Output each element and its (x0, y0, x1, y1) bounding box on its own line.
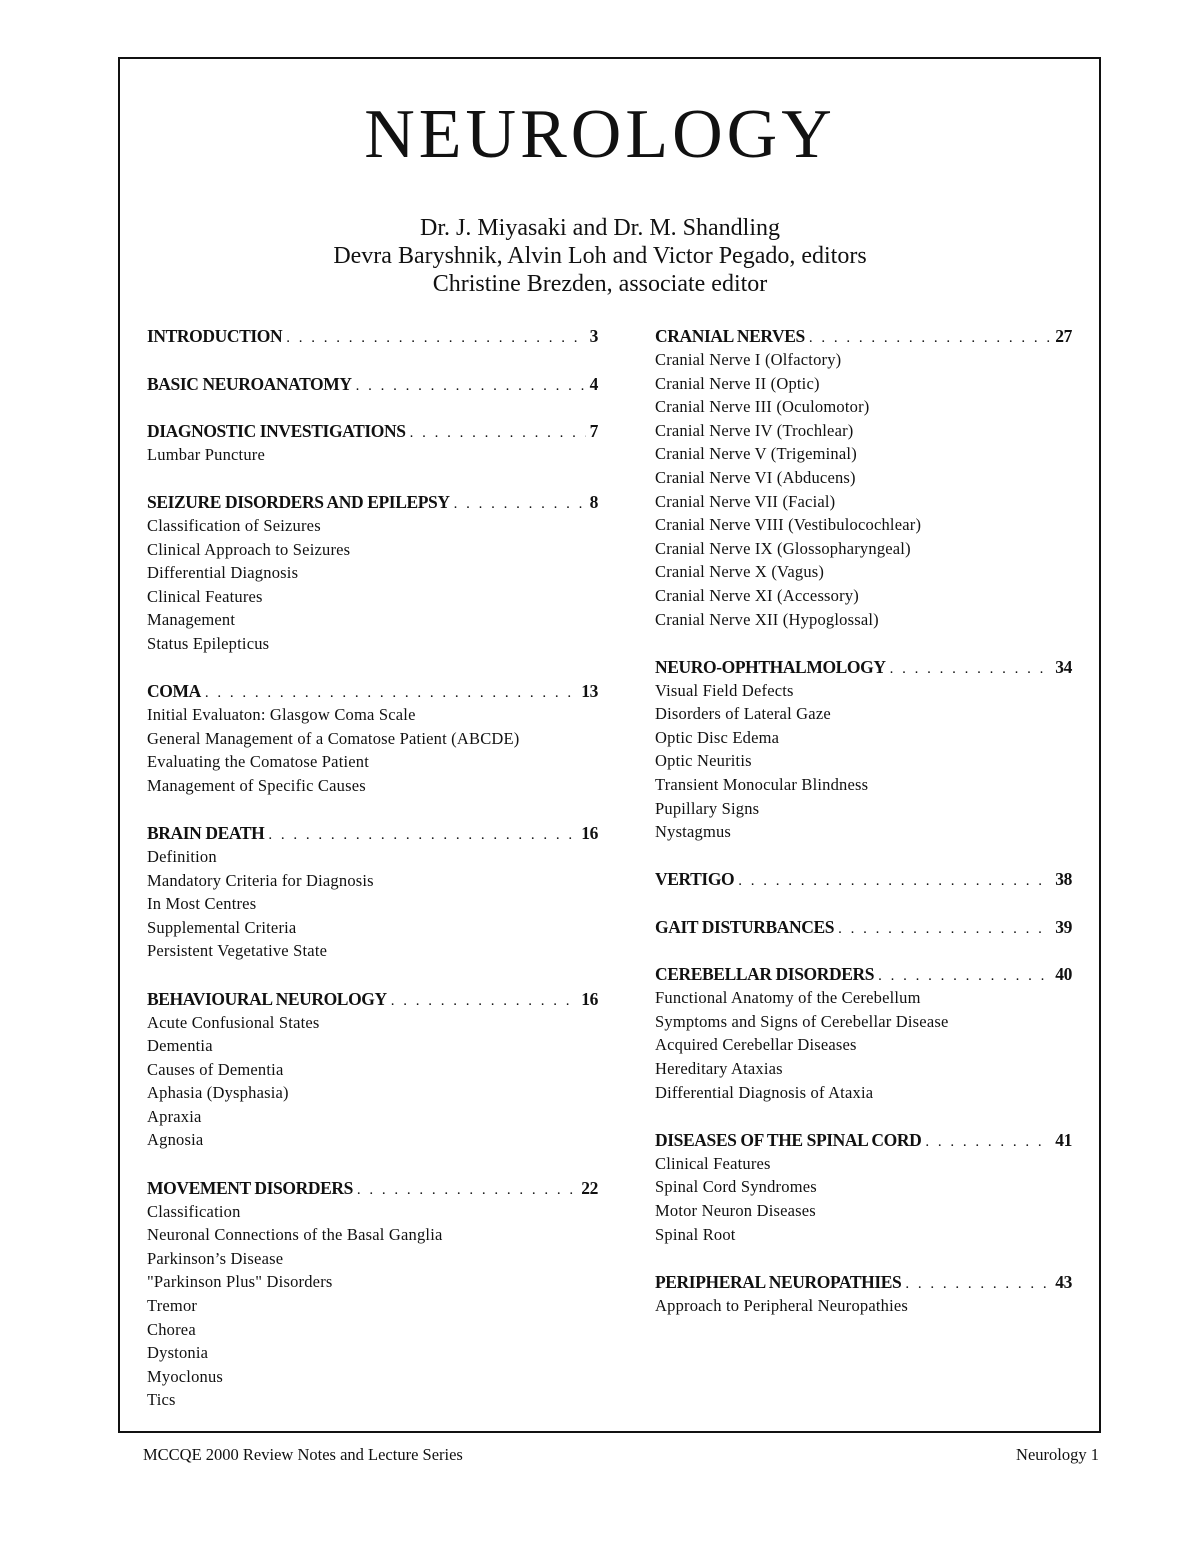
dot-leader (738, 869, 1051, 893)
toc-subitems (147, 703, 598, 797)
section-title: DIAGNOSTIC INVESTIGATIONS (147, 421, 406, 441)
page-title: NEUROLOGY (364, 96, 836, 173)
toc-subitem[interactable]: General Management of a Comatose Patient (ABCDE) (147, 728, 520, 748)
section-page-number: 39 (1055, 916, 1072, 937)
toc-subitem[interactable]: Agnosia (147, 1130, 204, 1150)
toc-subitem[interactable]: Cranial Nerve II (Optic) (655, 373, 820, 393)
section-title: SEIZURE DISORDERS AND EPILEPSY (147, 492, 450, 513)
toc-subitem[interactable]: Dystonia (147, 1343, 209, 1363)
toc-subitem[interactable]: Apraxia (147, 1106, 202, 1126)
dot-leader (286, 326, 585, 350)
dot-leader (356, 374, 586, 398)
toc-subitem[interactable]: "Parkinson Plus" Disorders (147, 1272, 333, 1292)
toc-subitem[interactable]: Cranial Nerve X (Vagus) (655, 562, 825, 582)
toc-subitem[interactable]: Aphasia (Dysphasia) (147, 1083, 289, 1103)
section-page-number: 8 (589, 492, 598, 513)
toc-section (147, 1176, 598, 1412)
dot-leader (838, 917, 1051, 941)
toc-subitem[interactable]: Approach to Peripheral Neuropathies (655, 1295, 909, 1315)
toc-subitem[interactable]: Cranial Nerve XII (Hypoglossal) (655, 609, 879, 629)
toc-subitem[interactable]: Causes of Dementia (147, 1059, 284, 1079)
toc-section (147, 419, 598, 467)
toc-subitem[interactable]: Transient Monocular Blindness (655, 775, 869, 794)
section-title: NEURO-OPHTHALMOLOGY (655, 656, 886, 677)
dot-leader (268, 823, 577, 847)
toc-subitem[interactable]: Optic Neuritis (655, 751, 752, 771)
toc-subitem[interactable]: Acute Confusional States (147, 1012, 320, 1032)
toc-section (655, 1270, 1072, 1318)
toc-subitem[interactable]: Functional Anatomy of the Cerebellum (655, 988, 921, 1008)
toc-subitem[interactable]: Cranial Nerve III (Oculomotor) (655, 397, 870, 417)
section-page-number: 16 (581, 988, 598, 1009)
toc-subitem[interactable]: Disorders of Lateral Gaze (655, 704, 831, 724)
toc-subitem[interactable]: Acquired Cerebellar Diseases (655, 1035, 857, 1055)
dot-leader (205, 681, 577, 705)
toc-left-column (147, 324, 598, 1435)
toc-subitem[interactable]: Symptoms and Signs of Cerebellar Disease (655, 1011, 949, 1031)
toc-section-heading[interactable] (147, 372, 598, 396)
author-line: Dr. J. Miyasaki and Dr. M. Shandling (420, 215, 780, 241)
toc-subitem[interactable]: Neuronal Connections of the Basal Ganglia (147, 1225, 443, 1245)
dot-leader (391, 989, 578, 1013)
section-page-number: 7 (589, 421, 598, 441)
section-title: CRANIAL NERVES (655, 326, 805, 346)
toc-subitems (147, 514, 598, 656)
section-title: PERIPHERAL NEUROPATHIES (655, 1271, 902, 1292)
toc-subitem[interactable]: Differential Diagnosis (147, 563, 299, 583)
toc-subitem[interactable]: Cranial Nerve IX (Glossopharyngeal) (655, 538, 911, 558)
toc-subitem[interactable]: Supplemental Criteria (147, 917, 297, 937)
toc-subitems (655, 1294, 1072, 1318)
authors-block (0, 214, 1200, 298)
section-title: VERTIGO (655, 869, 735, 890)
toc-subitem[interactable]: Clinical Approach to Seizures (147, 539, 351, 559)
toc-subitem[interactable]: Motor Neuron Diseases (655, 1200, 816, 1220)
footer-series: MCCQE 2000 Review Notes and Lecture Series (143, 1445, 463, 1464)
section-page-number: 34 (1055, 656, 1072, 677)
section-page-number: 3 (589, 326, 598, 346)
associate-editor-line: Christine Brezden, associate editor (432, 271, 768, 297)
section-page-number: 27 (1055, 326, 1072, 346)
toc-subitems (147, 1200, 598, 1412)
toc-subitem[interactable]: Parkinson’s Disease (147, 1248, 284, 1268)
toc-subitem[interactable]: Cranial Nerve VII (Facial) (655, 491, 836, 511)
toc-section-heading[interactable] (655, 1270, 1072, 1294)
toc-subitem[interactable]: Persistent Vegetative State (147, 941, 328, 961)
section-title: MOVEMENT DISORDERS (147, 1177, 353, 1198)
dot-leader (878, 964, 1051, 988)
toc-subitem[interactable]: Clinical Features (655, 1153, 771, 1173)
toc-subitem[interactable]: Mandatory Criteria for Diagnosis (147, 870, 374, 890)
toc-subitems (147, 443, 598, 467)
toc-section-heading[interactable] (147, 324, 598, 348)
dot-leader (410, 421, 586, 445)
toc-section-heading[interactable] (655, 1128, 1072, 1152)
toc-subitem[interactable]: Nystagmus (655, 822, 732, 842)
toc-subitems (655, 1152, 1072, 1246)
toc-subitem[interactable]: Tremor (147, 1295, 198, 1315)
toc-section-heading[interactable] (147, 679, 598, 703)
toc-subitem[interactable]: Definition (147, 847, 217, 867)
toc-subitem[interactable]: Tics (147, 1390, 176, 1410)
section-title: COMA (147, 681, 201, 702)
toc-section (655, 962, 1072, 1104)
section-title: GAIT DISTURBANCES (655, 916, 835, 937)
toc-subitem[interactable]: Cranial Nerve I (Olfactory) (655, 350, 842, 369)
dot-leader (905, 1272, 1051, 1296)
toc-section (655, 915, 1072, 939)
toc-subitem[interactable]: Visual Field Defects (655, 680, 794, 700)
toc-subitem[interactable]: Lumbar Puncture (147, 445, 266, 464)
toc-section (147, 324, 598, 348)
toc-subitem[interactable]: Status Epilepticus (147, 634, 270, 654)
toc-section-heading[interactable] (655, 915, 1072, 939)
toc-subitem[interactable]: Cranial Nerve XI (Accessory) (655, 585, 859, 605)
dot-leader (357, 1178, 577, 1202)
toc-subitem[interactable]: Chorea (147, 1319, 196, 1339)
section-page-number: 16 (581, 823, 598, 844)
toc-subitem[interactable]: Classification of Seizures (147, 516, 321, 536)
toc-subitem[interactable]: Dementia (147, 1036, 213, 1056)
toc-subitem[interactable]: Hereditary Ataxias (655, 1059, 783, 1079)
toc-subitem[interactable]: Cranial Nerve VIII (Vestibulocochlear) (655, 515, 922, 535)
toc-subitems (655, 679, 1072, 844)
toc-subitem[interactable]: Evaluating the Comatose Patient (147, 752, 370, 772)
dot-leader (890, 657, 1052, 681)
footer-page-number: Neurology 1 (1016, 1445, 1099, 1464)
toc-subitem[interactable]: Classification (147, 1201, 241, 1221)
toc-section-heading[interactable] (147, 419, 598, 443)
section-title: INTRODUCTION (147, 326, 283, 346)
toc-subitem[interactable]: Cranial Nerve IV (Trochlear) (655, 420, 854, 440)
toc-subitem[interactable]: Differential Diagnosis of Ataxia (655, 1082, 874, 1102)
toc-section (655, 867, 1072, 891)
section-page-number: 4 (589, 373, 598, 394)
toc-subitem[interactable]: Initial Evaluaton: Glasgow Coma Scale (147, 705, 416, 725)
editor-line: Devra Baryshnik, Alvin Loh and Victor Pegado, editors (333, 243, 867, 269)
toc-subitems (655, 348, 1072, 631)
toc-right-column (655, 324, 1072, 1341)
toc-subitems (147, 845, 598, 963)
section-page-number: 13 (581, 681, 598, 702)
section-title: BRAIN DEATH (147, 823, 265, 844)
toc-subitem[interactable]: Pupillary Signs (655, 798, 760, 818)
toc-subitem[interactable]: Optic Disc Edema (655, 727, 780, 747)
dot-leader (925, 1130, 1051, 1154)
toc-subitem[interactable]: Myoclonus (147, 1366, 224, 1386)
toc-subitems (655, 986, 1072, 1104)
section-page-number: 41 (1055, 1129, 1072, 1150)
toc-subitem[interactable]: Management of Specific Causes (147, 775, 366, 795)
toc-section (147, 987, 598, 1153)
section-page-number: 43 (1055, 1271, 1072, 1292)
section-page-number: 40 (1055, 964, 1072, 985)
toc-section-heading[interactable] (655, 655, 1072, 679)
toc-subitem[interactable]: Cranial Nerve VI (Abducens) (655, 467, 856, 487)
toc-section-heading[interactable] (655, 962, 1072, 986)
toc-section-heading[interactable] (147, 821, 598, 845)
toc-section (655, 655, 1072, 844)
toc-section (655, 324, 1072, 631)
section-page-number: 22 (581, 1177, 598, 1198)
toc-section (655, 1128, 1072, 1246)
toc-subitem[interactable]: Spinal Root (655, 1224, 736, 1244)
toc-section-heading[interactable] (655, 867, 1072, 891)
toc-subitem[interactable]: Clinical Features (147, 586, 263, 606)
toc-subitems (147, 1011, 598, 1153)
toc-subitem[interactable]: Management (147, 610, 236, 630)
toc-subitem[interactable]: In Most Centres (147, 894, 257, 914)
section-page-number: 38 (1055, 869, 1072, 890)
toc-section-heading[interactable] (147, 987, 598, 1011)
toc-section-heading[interactable] (147, 490, 598, 514)
toc-section (147, 372, 598, 396)
toc-section (147, 490, 598, 656)
dot-leader (809, 326, 1051, 350)
toc-section-heading[interactable] (655, 324, 1072, 348)
section-title: CEREBELLAR DISORDERS (655, 964, 875, 985)
toc-section-heading[interactable] (147, 1176, 598, 1200)
page-footer (143, 1444, 1099, 1466)
section-title: BEHAVIOURAL NEUROLOGY (147, 988, 387, 1009)
toc-subitem[interactable]: Cranial Nerve V (Trigeminal) (655, 444, 857, 464)
toc-subitem[interactable]: Spinal Cord Syndromes (655, 1177, 817, 1197)
section-title: DISEASES OF THE SPINAL CORD (655, 1129, 922, 1150)
dot-leader (454, 492, 586, 516)
toc-section (147, 679, 598, 797)
toc-section (147, 821, 598, 963)
section-title: BASIC NEUROANATOMY (147, 373, 352, 394)
